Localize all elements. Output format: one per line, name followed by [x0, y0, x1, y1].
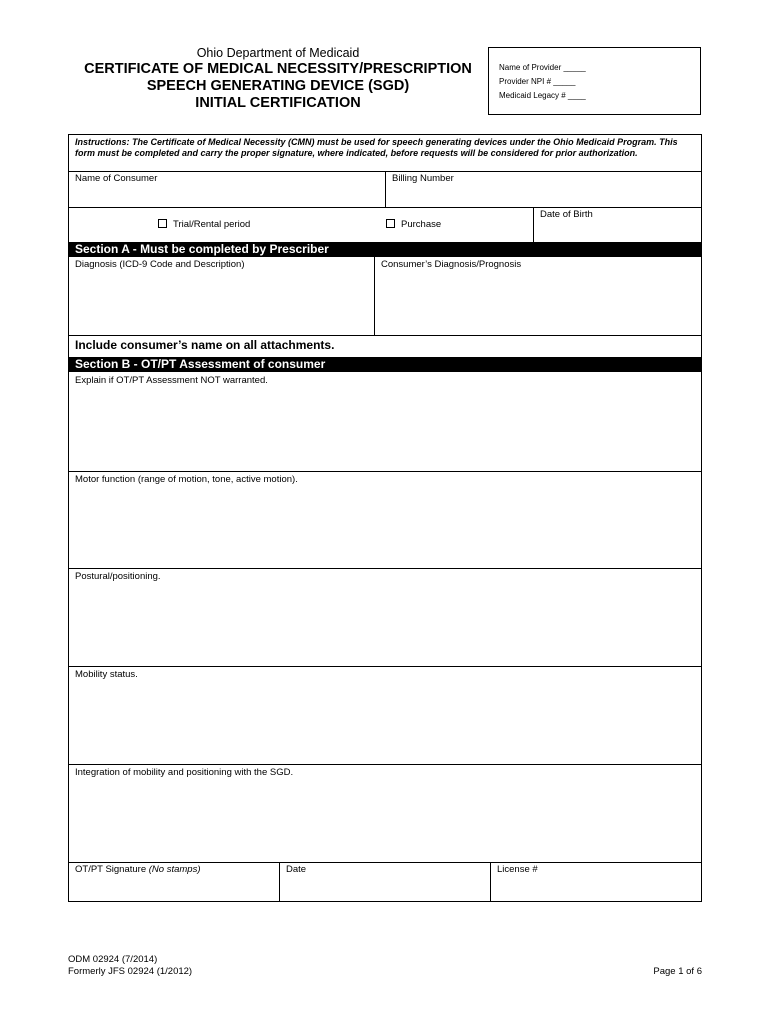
form-title-line-2: SPEECH GENERATING DEVICE (SGD) [146, 78, 410, 94]
formerly-form-number: Formerly JFS 02924 (1/2012) [68, 966, 193, 977]
prognosis-label: Consumer’s Diagnosis/Prognosis [381, 259, 522, 270]
billing-number-label: Billing Number [392, 173, 454, 184]
form-header [62, 46, 494, 112]
certification-form [68, 134, 702, 902]
date-field[interactable] [279, 876, 490, 901]
mobility-integration-field[interactable] [69, 779, 701, 862]
mobility-status-label: Mobility status. [75, 669, 138, 680]
signature-label-text: OT/PT Signature [75, 864, 147, 875]
agency-name: Ohio Department of Medicaid [196, 46, 360, 60]
instructions-text: Instructions: The Certificate of Medical Necessity (CMN) must be used for speech generating devices under the Ohio Medicaid Program. This form must be completed and carry the proper signature, where indicated, before requests will be considered for prior authorization. [75, 137, 678, 158]
postural-positioning-label: Postural/positioning. [75, 571, 161, 582]
date-label: Date [286, 864, 307, 875]
trial-rental-option[interactable] [158, 219, 250, 230]
purchase-checkbox[interactable] [386, 219, 395, 228]
mobility-integration-label: Integration of mobility and positioning with the SGD. [75, 767, 294, 778]
consumer-name-label: Name of Consumer [75, 173, 158, 184]
assessment-not-warranted-label: Explain if OT/PT Assessment NOT warranted. [75, 375, 268, 386]
form-number: ODM 02924 (7/2014) [68, 954, 158, 965]
assessment-not-warranted-field[interactable] [69, 387, 701, 471]
include-name-note: Include consumer’s name on all attachments. [75, 338, 335, 352]
provider-info-box[interactable] [488, 47, 701, 115]
form-title-line-3: INITIAL CERTIFICATION [195, 95, 361, 111]
page-number: Page 1 of 6 [653, 966, 702, 977]
motor-function-field[interactable] [69, 486, 701, 568]
footer-form-info [68, 954, 192, 978]
signature-note: (No stamps) [148, 864, 201, 875]
purchase-option[interactable] [386, 219, 441, 230]
date-of-birth-label: Date of Birth [540, 209, 593, 220]
signature-label [75, 864, 200, 875]
section-b-header: Section B - OT/PT Assessment of consumer [69, 357, 701, 372]
provider-npi-field[interactable]: Provider NPI # _____ [499, 77, 576, 86]
purchase-label: Purchase [401, 219, 442, 230]
license-field[interactable] [490, 876, 701, 901]
diagnosis-field[interactable] [69, 271, 374, 335]
consumer-name-field[interactable] [69, 183, 385, 207]
prognosis-field[interactable] [374, 271, 703, 335]
provider-name-field[interactable]: Name of Provider _____ [499, 63, 586, 72]
trial-rental-label: Trial/Rental period [173, 219, 251, 230]
mobility-status-field[interactable] [69, 681, 701, 764]
trial-rental-checkbox[interactable] [158, 219, 167, 228]
postural-positioning-field[interactable] [69, 583, 701, 666]
signature-field[interactable] [69, 876, 279, 901]
medicaid-legacy-field[interactable]: Medicaid Legacy # ____ [499, 91, 586, 100]
section-a-header: Section A - Must be completed by Prescriber [69, 242, 701, 257]
date-of-birth-field[interactable] [533, 221, 703, 242]
motor-function-label: Motor function (range of motion, tone, active motion). [75, 474, 298, 485]
form-title-line-1: CERTIFICATE OF MEDICAL NECESSITY/PRESCRIPTION [84, 61, 472, 77]
diagnosis-label: Diagnosis (ICD-9 Code and Description) [75, 259, 245, 270]
license-label: License # [497, 864, 538, 875]
